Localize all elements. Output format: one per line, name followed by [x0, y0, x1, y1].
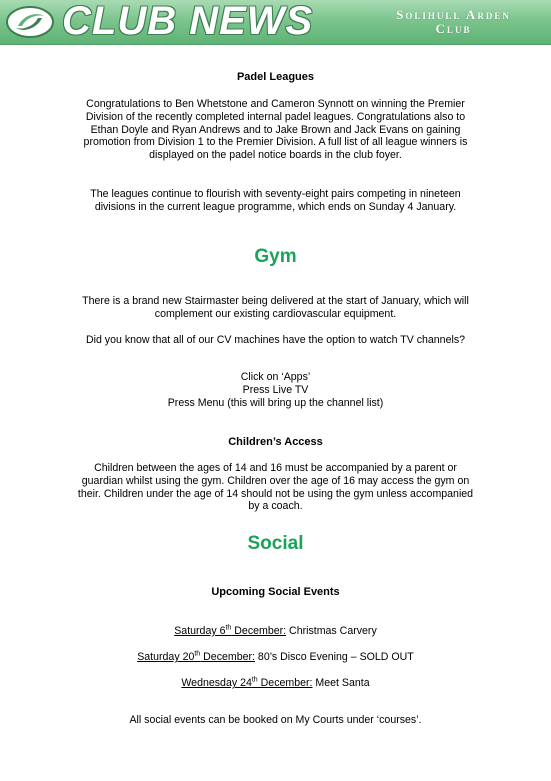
padel-paragraph-1: Congratulations to Ben Whetstone and Cameron Synnott on winning the Premier Division of the recently completed internal padel leagues. Congratulations also to Ethan Doyle and Ryan Andrews and to Jake Brown and Jack Evans on gaining promotion from Division 1 to the Premier Division. A full list of all league winners is displayed on the padel notice boards in the club foyer. [83, 98, 468, 162]
club-name-line1: Solihull Arden [396, 7, 511, 22]
gym-step-2: Press Live TV [242, 384, 309, 396]
event-date: Saturday 20th December: [137, 650, 255, 663]
social-heading: Social [247, 533, 304, 554]
social-event-1 [0, 625, 551, 638]
event-date: Saturday 6th December: [174, 624, 287, 637]
childrens-access-heading: Children’s Access [228, 436, 323, 448]
social-event-2 [0, 651, 551, 664]
padel-heading: Padel Leagues [236, 71, 315, 83]
gym-heading: Gym [254, 246, 297, 267]
event-description: 80’s Disco Evening – SOLD OUT [257, 651, 414, 663]
newsletter-title: CLUB NEWS [62, 0, 314, 43]
event-description: Meet Santa [315, 677, 370, 689]
club-name [366, 8, 541, 36]
gym-step-3: Press Menu (this will bring up the channel list) [167, 397, 384, 409]
club-logo-icon [4, 4, 56, 40]
club-name-line2: Club [435, 21, 472, 36]
event-date: Wednesday 24th December: [181, 676, 313, 689]
event-description: Christmas Carvery [289, 625, 377, 637]
social-footer-note: All social events can be booked on My Courts under ‘courses’. [129, 714, 422, 726]
gym-paragraph-2: Did you know that all of our CV machines have the option to watch TV channels? [85, 334, 466, 346]
gym-step-1: Click on ‘Apps’ [240, 371, 311, 383]
social-subheading: Upcoming Social Events [211, 586, 340, 598]
club-news-banner [0, 0, 551, 45]
childrens-access-paragraph: Children between the ages of 14 and 16 must be accompanied by a parent or guardian whilst using the gym. Children over the age of 16 may access the gym on their. Children under the age of 14 should not be using the gym unless accompanied by a coach. [77, 462, 474, 513]
gym-paragraph-1: There is a brand new Stairmaster being delivered at the start of January, which will complement our existing cardiovascular equipment. [82, 295, 469, 320]
social-event-3 [0, 677, 551, 690]
padel-paragraph-2: The leagues continue to flourish with seventy-eight pairs competing in nineteen divisions in the current league programme, which ends on Sunday 4 January. [90, 188, 461, 213]
